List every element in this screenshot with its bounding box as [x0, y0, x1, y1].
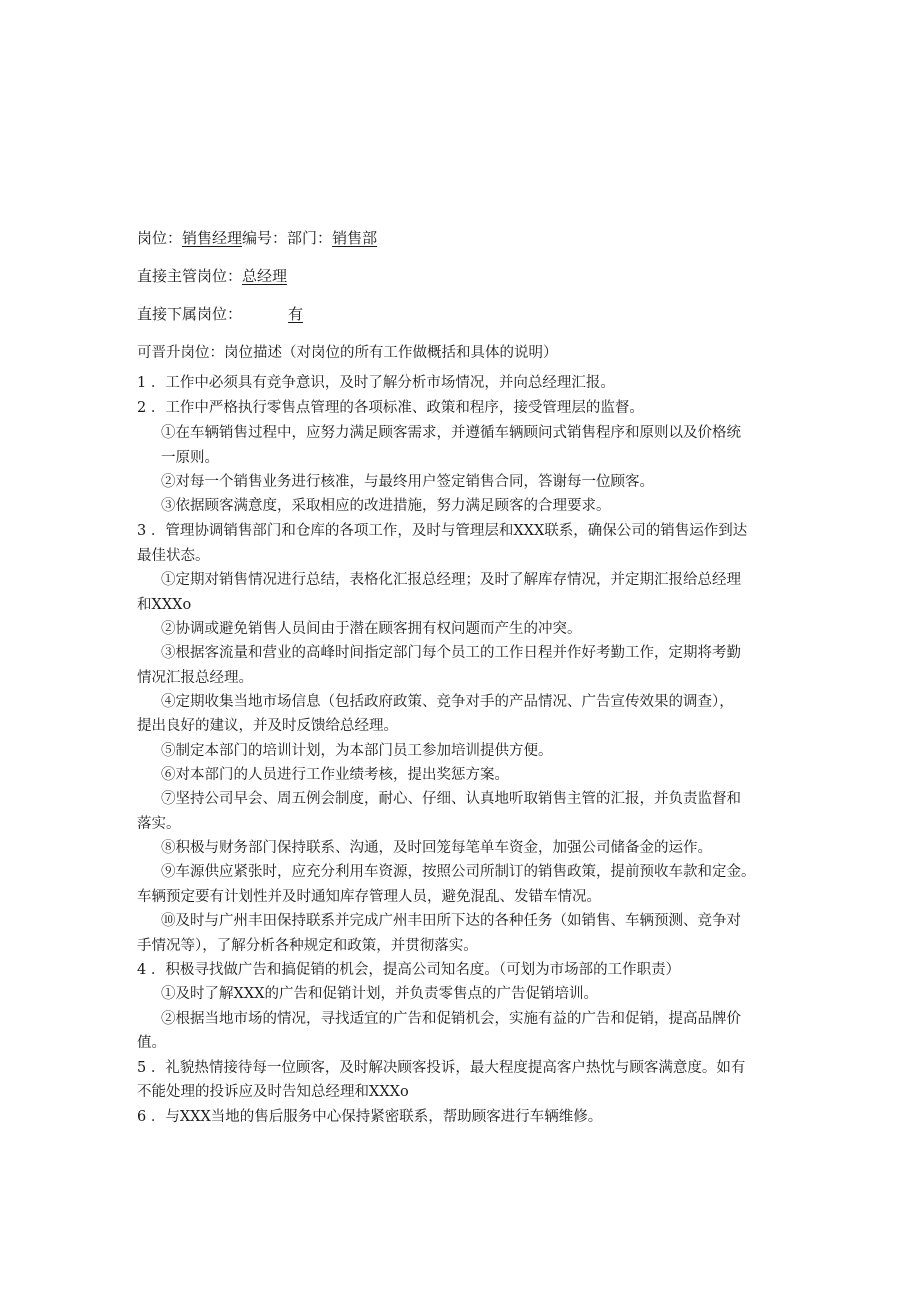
body-line: ①及时了解XXX的广告和促销计划，并负责零售点的广告促销培训。	[161, 986, 598, 1002]
body-line: ②根据当地市场的情况，寻找适宜的广告和促销机会，实施有益的广告和促销，提高品牌价	[161, 1011, 741, 1027]
body-line: ⑧积极与财务部门保持联系、沟通，及时回笼每笔单车资金，加强公司储备金的运作。	[161, 840, 712, 856]
id-label: 编号：	[242, 229, 288, 247]
body-line: 提出良好的建议，并及时反馈给总经理。	[137, 718, 398, 734]
post-value: 销售经理	[182, 229, 243, 247]
body-line: ④定期收集当地市场信息（包括政府政策、竞争对手的产品情况、广告宣传效果的调查），	[161, 694, 734, 710]
body-line: 最佳状态。	[137, 548, 210, 564]
body-line: 2 ．工作中严格执行零售点管理的各项标准、政策和程序，接受管理层的监督。	[137, 400, 644, 416]
body-line: ①定期对销售情况进行总结，表格化汇报总经理；及时了解库存情况，并定期汇报给总经理	[161, 572, 741, 588]
body-line: ⑤制定本部门的培训计划，为本部门员工参加培训提供方便。	[161, 743, 553, 759]
body-line: 一原则。	[161, 450, 219, 466]
body-line: ⑩及时与广州丰田保持联系并完成广州丰田所下达的各种任务（如销售、车辆预测、竞争对	[161, 913, 741, 929]
body-line: 落实。	[137, 816, 181, 832]
dept-label: 部门：	[287, 229, 333, 247]
body-line: 3 ．管理协调销售部门和仓库的各项工作，及时与管理层和XXX联系，确保公司的销售运作到达	[137, 523, 748, 539]
subordinate-label: 直接下属岗位：	[137, 305, 243, 323]
body-line: 5 ．礼貌热情接待每一位顾客，及时解决顾客投诉，最大程度提高客户热忱与顾客满意度。如有	[137, 1060, 746, 1076]
header-line-subordinate	[137, 304, 303, 324]
post-label: 岗位：	[137, 229, 183, 247]
body-line: ③依据顾客满意度，采取相应的改进措施，努力满足顾客的合理要求。	[161, 498, 611, 514]
body-line: ②对每一个销售业务进行核准，与最终用户签定销售合同，答谢每一位顾客。	[161, 474, 654, 490]
subordinate-value: 有	[288, 305, 304, 323]
body-line: ⑨车源供应紧张时，应充分利用车资源，按照公司所制订的销售政策，提前预收车款和定金。	[161, 864, 756, 880]
supervisor-label: 直接主管岗位：	[137, 267, 243, 285]
supervisor-value: 总经理	[242, 267, 288, 285]
body-line: ②协调或避免销售人员间由于潜在顾客拥有权问题而产生的冲突。	[161, 621, 582, 637]
body-line: 不能处理的投诉应及时告知总经理和XXXo	[137, 1084, 409, 1100]
body-line: 6 ．与XXX当地的售后服务中心保持紧密联系，帮助顾客进行车辆维修。	[137, 1109, 603, 1125]
body-line: 和XXXo	[137, 597, 192, 613]
header-line-promotion: 可晋升岗位：岗位描述（对岗位的所有工作做概括和具体的说明）	[137, 345, 558, 361]
body-line: 手情况等），了解分析各种规定和政策，并贯彻落实。	[137, 938, 478, 954]
body-line: ⑦坚持公司早会、周五例会制度，耐心、仔细、认真地听取销售主管的汇报，并负责监督和	[161, 791, 741, 807]
body-line: ⑥对本部门的人员进行工作业绩考核，提出奖惩方案。	[161, 767, 509, 783]
body-line: 4 ．积极寻找做广告和搞促销的机会，提高公司知名度。（可划为市场部的工作职责）	[137, 962, 681, 978]
body-line: 值。	[137, 1035, 166, 1051]
body-line: 车辆预定要有计划性并及时通知库存管理人员，避免混乱、发错车情况。	[137, 889, 601, 905]
header-line-post	[137, 228, 377, 248]
dept-value: 销售部	[332, 229, 378, 247]
body-line: 情况汇报总经理。	[137, 670, 253, 686]
body-line: ①在车辆销售过程中，应努力满足顾客需求，并遵循车辆顾问式销售程序和原则以及价格统	[161, 425, 741, 441]
body-line: 1 ．工作中必须具有竞争意识，及时了解分析市场情况，并向总经理汇报。	[137, 375, 615, 391]
body-line: ③根据客流量和营业的高峰时间指定部门每个员工的工作日程并作好考勤工作，定期将考勤	[161, 645, 741, 661]
header-line-supervisor	[137, 266, 287, 286]
